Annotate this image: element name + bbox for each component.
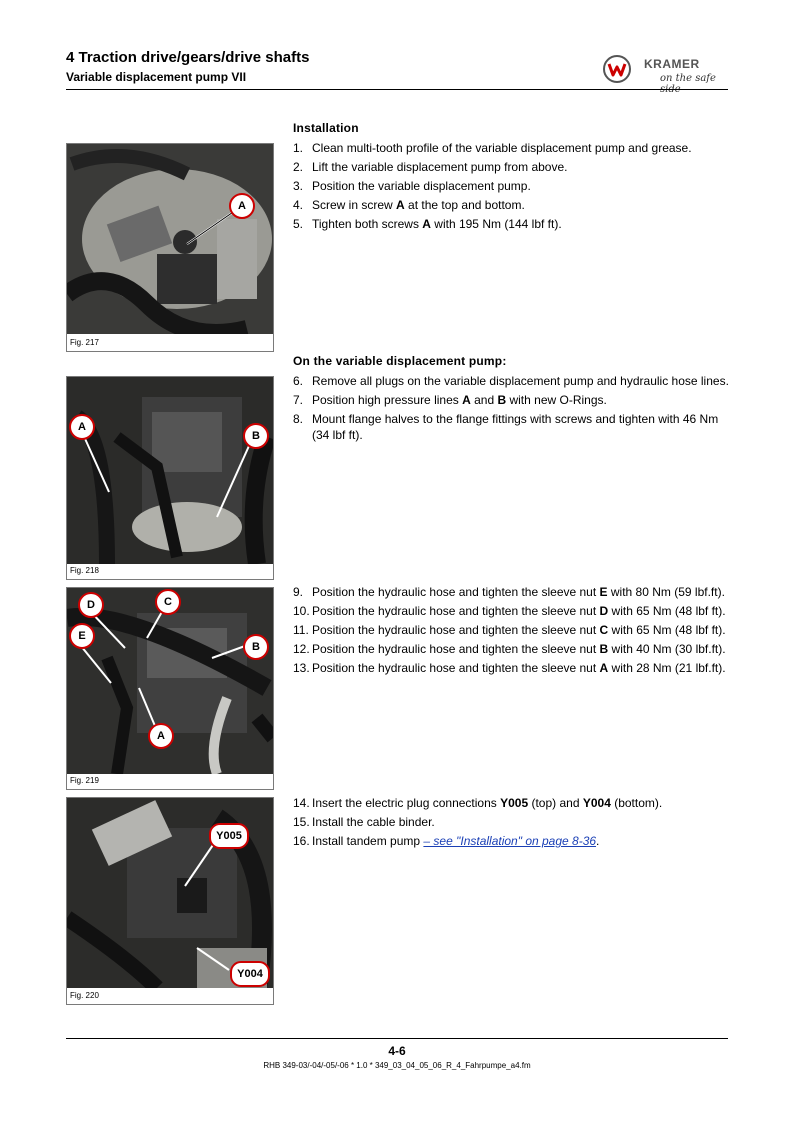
list-item: 3. Position the variable displacement pump.: [293, 179, 531, 193]
figure-219: [66, 587, 274, 790]
list-item: 13. Position the hydraulic hose and tighten the sleeve nut A with 28 Nm (21 lbf.ft).: [293, 661, 726, 675]
kramer-w-icon: [602, 54, 632, 84]
logo-wordmark: KRAMER: [644, 57, 700, 71]
callout-c: C: [155, 589, 181, 615]
document-reference: RHB 349-03/-04/-05/-06 * 1.0 * 349_03_04_05_06_R_4_Fahrpumpe_a4.fm: [263, 1061, 531, 1070]
figure-218: [66, 376, 274, 580]
logo-tagline: on the safe: [660, 73, 716, 84]
callout-a: A: [148, 723, 174, 749]
callout-a: A: [229, 193, 255, 219]
section-heading-installation: Installation: [293, 121, 359, 135]
steps-pump: [293, 373, 733, 446]
figure-217: [66, 143, 274, 352]
callout-b: B: [243, 634, 269, 660]
footer-rule: [66, 1038, 728, 1039]
list-item: 12. Position the hydraulic hose and tighten the sleeve nut B with 40 Nm (30 lbf.ft).: [293, 642, 726, 656]
section-heading-pump: On the variable displacement pump:: [293, 354, 507, 368]
list-item: 8. Mount flange halves to the flange fittings with screws and tighten with 46 Nm (34 lbf ft).: [293, 412, 719, 442]
list-item: 7. Position high pressure lines A and B with new O-Rings.: [293, 393, 607, 407]
cross-reference-link[interactable]: – see "Installation" on page 8-36: [423, 834, 597, 848]
list-item: 15. Install the cable binder.: [293, 815, 435, 829]
callout-y005: Y005: [209, 823, 249, 849]
steps-installation: [293, 140, 733, 235]
figure-caption: Fig. 217: [70, 338, 99, 347]
list-item: 1. Clean multi-tooth profile of the variable displacement pump and grease.: [293, 141, 692, 155]
list-item: 5. Tighten both screws A with 195 Nm (144 lbf ft).: [293, 217, 562, 231]
list-item: 2. Lift the variable displacement pump from above.: [293, 160, 568, 174]
list-item: 10. Position the hydraulic hose and tighten the sleeve nut D with 65 Nm (48 lbf ft).: [293, 604, 726, 618]
header-logo: [600, 52, 730, 88]
header-rule: [66, 89, 728, 90]
photo-pump-pressure-lines: [67, 377, 273, 564]
list-item: 6. Remove all plugs on the variable displacement pump and hydraulic hose lines.: [293, 374, 729, 388]
page-number: 4-6: [388, 1044, 406, 1058]
figure-caption: Fig. 220: [70, 991, 99, 1000]
steps-sleeve-nuts: [293, 584, 733, 679]
callout-b: B: [243, 423, 269, 449]
list-item: 11. Position the hydraulic hose and tighten the sleeve nut C with 65 Nm (48 lbf ft).: [293, 623, 726, 637]
list-item: 14. Insert the electric plug connections Y005 (top) and Y004 (bottom).: [293, 796, 663, 810]
list-item: 16. Install tandem pump – see "Installation" on page 8-36.: [293, 834, 600, 848]
list-item: 9. Position the hydraulic hose and tighten the sleeve nut E with 80 Nm (59 lbf.ft).: [293, 585, 725, 599]
callout-d: D: [78, 592, 104, 618]
figure-caption: Fig. 218: [70, 566, 99, 575]
callout-e: E: [69, 623, 95, 649]
callout-y004: Y004: [230, 961, 270, 987]
figure-220: [66, 797, 274, 1005]
figure-caption: Fig. 219: [70, 776, 99, 785]
chapter-title: 4 Traction drive/gears/drive shafts: [66, 49, 310, 66]
photo-pump-top: [67, 144, 273, 334]
section-subtitle: Variable displacement pump VII: [66, 70, 247, 84]
callout-a: A: [69, 414, 95, 440]
steps-electrical: [293, 795, 733, 852]
list-item: 4. Screw in screw A at the top and bottom.: [293, 198, 525, 212]
